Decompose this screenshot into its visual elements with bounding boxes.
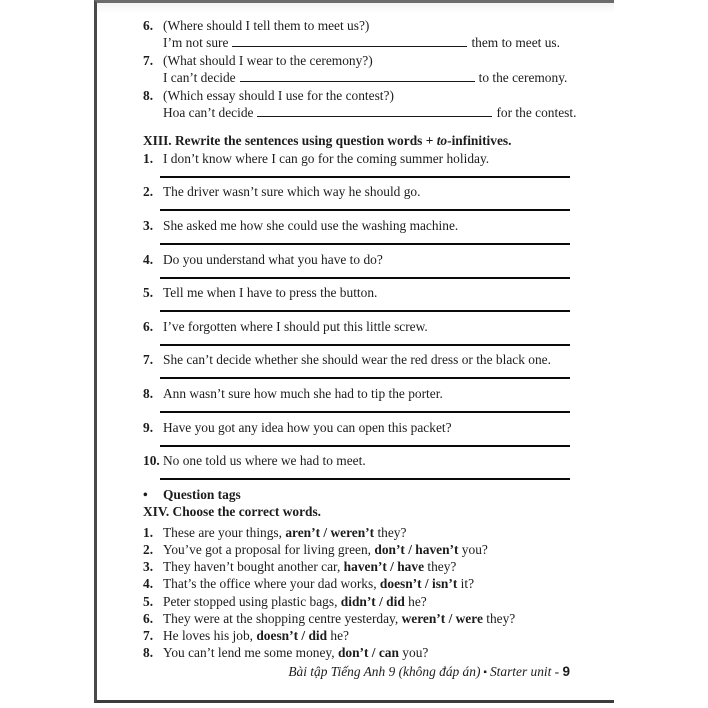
rewrite-item-7 (143, 351, 575, 379)
choice-options: aren’t / weren’t (285, 524, 375, 540)
item-number: 4. (143, 251, 154, 267)
item-number: 9. (143, 419, 154, 435)
item-number: 7. (143, 352, 154, 368)
page-footer (143, 663, 570, 682)
answer-blank-line (257, 105, 492, 117)
sentence-post: they? (424, 559, 457, 575)
choose-item-3 (143, 558, 575, 575)
choose-sentence (163, 593, 575, 610)
page-number: 9 (562, 664, 570, 680)
sentence-pre: They were at the shopping centre yesterday, (163, 610, 402, 626)
answer-write-line (160, 167, 570, 178)
choose-sentence (163, 644, 575, 661)
fill-item-7 (143, 52, 575, 87)
choose-item-6 (143, 610, 575, 627)
sentence-pre: You’ve got a proposal for living green, (163, 541, 375, 557)
fill-answer-line (163, 70, 567, 85)
item-number: 3. (143, 559, 154, 575)
sentence-text: The driver wasn’t sure which way he should go. (163, 184, 421, 200)
choose-item-7 (143, 627, 575, 644)
rewrite-item-4 (143, 251, 575, 279)
sentence-post: they? (374, 524, 407, 540)
rewrite-item-6 (143, 318, 575, 346)
sentence-text: I’ve forgotten where I should put this little screw. (163, 318, 428, 334)
square-separator-icon: ▪ (483, 667, 487, 679)
choose-sentence (163, 558, 575, 575)
question-tags-topic-heading (143, 486, 575, 503)
choose-item-8 (143, 644, 575, 661)
choice-options: haven’t / have (343, 559, 425, 575)
fill-question: (Which essay should I use for the contest?) (163, 87, 394, 103)
sentence-post: they? (482, 610, 516, 626)
rewrite-item-8 (143, 385, 575, 413)
answer-blank-line (240, 70, 475, 82)
rewrite-item-10 (143, 452, 575, 480)
fill-answer-line (163, 35, 560, 50)
choose-item-1 (143, 524, 575, 541)
answer-blank-line (232, 35, 467, 47)
choose-sentence (163, 610, 575, 627)
item-number: 7. (143, 52, 154, 68)
item-number: 4. (143, 576, 154, 592)
section-xiv-heading: XIV. Choose the correct words. (143, 503, 322, 519)
answer-pre-text: I’m not sure (163, 35, 229, 51)
rewrite-item-3 (143, 217, 575, 245)
answer-write-line (160, 469, 570, 480)
item-number: 6. (143, 318, 154, 334)
item-number: 5. (143, 593, 154, 609)
fill-answer-line (163, 105, 576, 120)
choice-options: don’t / can (337, 645, 399, 661)
sentence-post: you? (398, 645, 429, 661)
answer-post-text: them to meet us. (471, 35, 560, 51)
choose-sentence (163, 524, 575, 541)
answer-write-line (160, 234, 570, 245)
sentence-post: you? (458, 541, 488, 557)
bullet-icon: • (143, 486, 148, 502)
fill-item-body (163, 87, 576, 122)
choice-options: don’t / haven’t (374, 541, 459, 557)
rewrite-item-5 (143, 284, 575, 312)
sentence-pre: You can’t lend me some money, (163, 645, 338, 661)
sentence-post: he? (327, 628, 349, 643)
item-number: 5. (143, 285, 154, 301)
answer-write-line (160, 436, 570, 447)
choose-item-5 (143, 593, 575, 610)
sentence-text: Tell me when I have to press the button. (163, 285, 378, 301)
item-number: 2. (143, 541, 154, 557)
answer-write-line (160, 200, 570, 211)
choose-sentence (163, 627, 575, 644)
item-number: 6. (143, 18, 154, 33)
choose-sentence (163, 575, 575, 592)
item-number: 8. (143, 386, 154, 401)
sentence-text: Do you understand what you have to do? (163, 251, 383, 267)
item-number: 6. (143, 610, 154, 626)
sentence-post: he? (404, 593, 427, 609)
sentence-pre: They haven’t bought another car, (163, 559, 344, 575)
sentence-text: I don’t know where I can go for the coming summer holiday. (163, 150, 490, 166)
footer-book-title: Bài tập Tiếng Anh 9 (không đáp án) (288, 664, 481, 680)
fill-item-8 (143, 87, 575, 122)
answer-write-line (160, 335, 570, 346)
item-number: 10. (143, 453, 160, 469)
heading-italic-to: to (436, 133, 448, 149)
sentence-text: She can’t decide whether she should wear the red dress or the black one. (163, 352, 551, 368)
choice-options: weren’t / were (401, 610, 483, 626)
answer-post-text: for the contest. (496, 105, 577, 121)
section-xiii-heading (143, 132, 575, 149)
choose-item-4 (143, 575, 575, 592)
item-number: 3. (143, 218, 154, 234)
item-number: 1. (143, 150, 154, 166)
answer-write-line (160, 268, 570, 279)
sentence-pre: Peter stopped using plastic bags, (163, 593, 341, 609)
choice-options: doesn’t / did (256, 628, 328, 643)
heading-text-suffix: -infinitives. (447, 133, 512, 149)
rewrite-item-2 (143, 183, 575, 211)
choice-options: doesn’t / isn’t (379, 576, 458, 592)
topic-heading-text: Question tags (163, 486, 241, 502)
answer-pre-text: I can’t decide (163, 70, 236, 86)
answer-write-line (160, 301, 570, 312)
rewrite-item-9 (143, 419, 575, 447)
choice-options: didn’t / did (340, 593, 405, 609)
item-number: 8. (143, 87, 154, 103)
page-content (143, 17, 575, 682)
sentence-pre: He loves his job, (163, 628, 257, 643)
sentence-text: Ann wasn’t sure how much she had to tip the porter. (163, 386, 443, 401)
heading-text: XIII. Rewrite the sentences using question words + (143, 133, 437, 149)
sentence-post: it? (457, 576, 475, 592)
answer-post-text: to the ceremony. (478, 70, 568, 86)
sentence-text: Have you got any idea how you can open this packet? (163, 419, 452, 435)
answer-pre-text: Hoa can’t decide (163, 105, 254, 121)
sentence-text: She asked me how she could use the washing machine. (163, 218, 459, 234)
fill-item-body (163, 52, 575, 87)
fill-question: (Where should I tell them to meet us?) (163, 18, 370, 33)
item-number: 7. (143, 628, 154, 643)
answer-write-line (160, 402, 570, 413)
choose-item-2 (143, 541, 575, 558)
sentence-text: No one told us where we had to meet. (163, 453, 366, 469)
footer-unit-label: Starter unit - (489, 664, 563, 680)
item-number: 2. (143, 184, 154, 200)
sentence-pre: These are your things, (163, 524, 286, 540)
answer-write-line (160, 368, 570, 379)
choose-sentence (163, 541, 575, 558)
fill-item-6 (143, 17, 575, 52)
rewrite-item-1 (143, 150, 575, 178)
fill-question: (What should I wear to the ceremony?) (163, 52, 373, 68)
item-number: 8. (143, 645, 154, 661)
item-number: 1. (143, 524, 154, 540)
fill-item-body (163, 17, 575, 52)
sentence-pre: That’s the office where your dad works, (163, 576, 380, 592)
